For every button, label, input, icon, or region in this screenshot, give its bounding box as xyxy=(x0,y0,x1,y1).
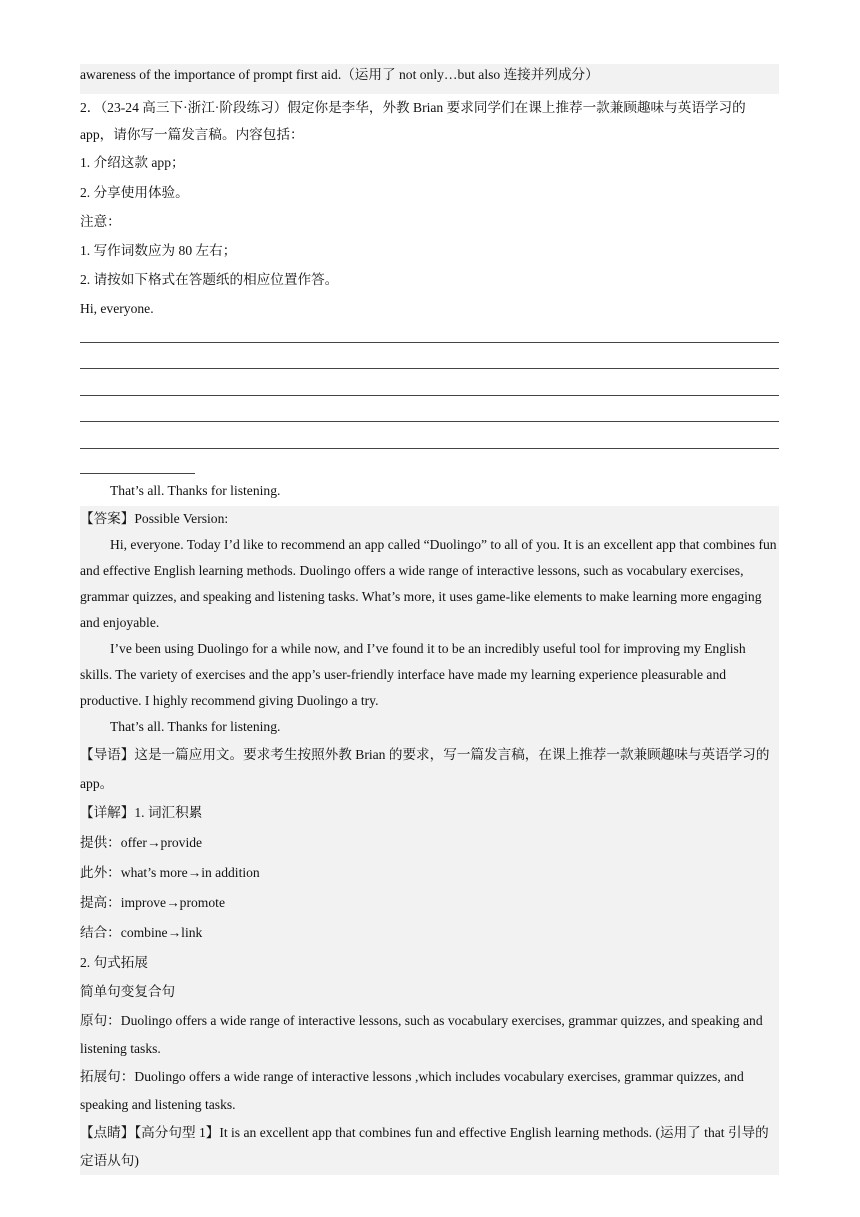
extended-sentence: 拓展句：Duolingo offers a wide range of interactive lessons ,which includes vocabulary exercises, grammar quizzes, and speaking and listening tasks. xyxy=(80,1069,744,1112)
answer-paragraph: Hi, everyone. Today I’d like to recommend an app called “Duolingo” to all of you. It is an excellent app that combines fun and effective English learning methods. Duolingo offers a wide range of interactive lessons, such as vocabulary exercises, grammar quizzes, and speaking and listening tasks. What’s more, it uses game-like elements to make learning more engaging and enjoyable. xyxy=(80,537,777,630)
detail-heading: 【详解】1. 词汇积累 xyxy=(80,805,203,820)
section-heading: 2. 句式拓展 xyxy=(80,955,148,970)
vocab-item: 结合：combine→link xyxy=(80,925,203,940)
greeting: Hi, everyone. xyxy=(80,301,154,316)
answer-paragraph: That’s all. Thanks for listening. xyxy=(110,719,281,734)
question-item: 2. 分享使用体验。 xyxy=(80,185,189,200)
answer-label: 【答案】Possible Version: xyxy=(80,511,229,526)
answer-paragraph: I’ve been using Duolingo for a while now, and I’ve found it to be an incredibly useful tool for improving my English skills. The variety of exercises and the app’s user-friendly interface have made my learning experience pleasurable and productive. I highly recommend giving Duolingo a try. xyxy=(80,641,746,708)
vocab-item: 提供：offer→provide xyxy=(80,835,203,850)
answer-line xyxy=(80,368,779,369)
original-sentence: 原句：Duolingo offers a wide range of interactive lessons, such as vocabulary exercises, grammar quizzes, and speaking and listening tasks. xyxy=(80,1013,763,1056)
note-item: 2. 请按如下格式在答题纸的相应位置作答。 xyxy=(80,272,339,287)
answer-line xyxy=(80,421,779,422)
answer-lines xyxy=(80,323,779,473)
highlight: 【点睛】【高分句型 1】It is an excellent app that combines fun and effective English learning methods. (运用了 that 引导的定语从句) xyxy=(80,1125,769,1168)
sub-heading: 简单句变复合句 xyxy=(80,984,176,999)
note-title: 注意： xyxy=(80,214,121,229)
document-page xyxy=(80,64,779,1175)
answer-line xyxy=(80,395,779,396)
answer-line xyxy=(80,342,779,343)
answer-line xyxy=(80,473,195,474)
vocab-item: 提高：improve→promote xyxy=(80,895,225,910)
note-item: 1. 写作词数应为 80 左右； xyxy=(80,243,237,258)
question-stem: 2．（23-24 高三下·浙江·阶段练习）假定你是李华，外教 Brian 要求同学们在课上推荐一款兼顾趣味与英语学习的 app，请你写一篇发言稿。内容包括： xyxy=(80,100,746,142)
closing: That’s all. Thanks for listening. xyxy=(110,483,281,498)
guide: 【导语】这是一篇应用文。要求考生按照外教 Brian 的要求，写一篇发言稿，在课上推荐一款兼顾趣味与英语学习的 app。 xyxy=(80,747,770,791)
answer-line xyxy=(80,448,779,449)
top-line: awareness of the importance of prompt first aid.（运用了 not only…but also 连接并列成分） xyxy=(80,64,779,94)
vocab-item: 此外：what’s more→in addition xyxy=(80,865,260,880)
answer-block xyxy=(80,506,779,1175)
question-item: 1. 介绍这款 app； xyxy=(80,155,185,170)
